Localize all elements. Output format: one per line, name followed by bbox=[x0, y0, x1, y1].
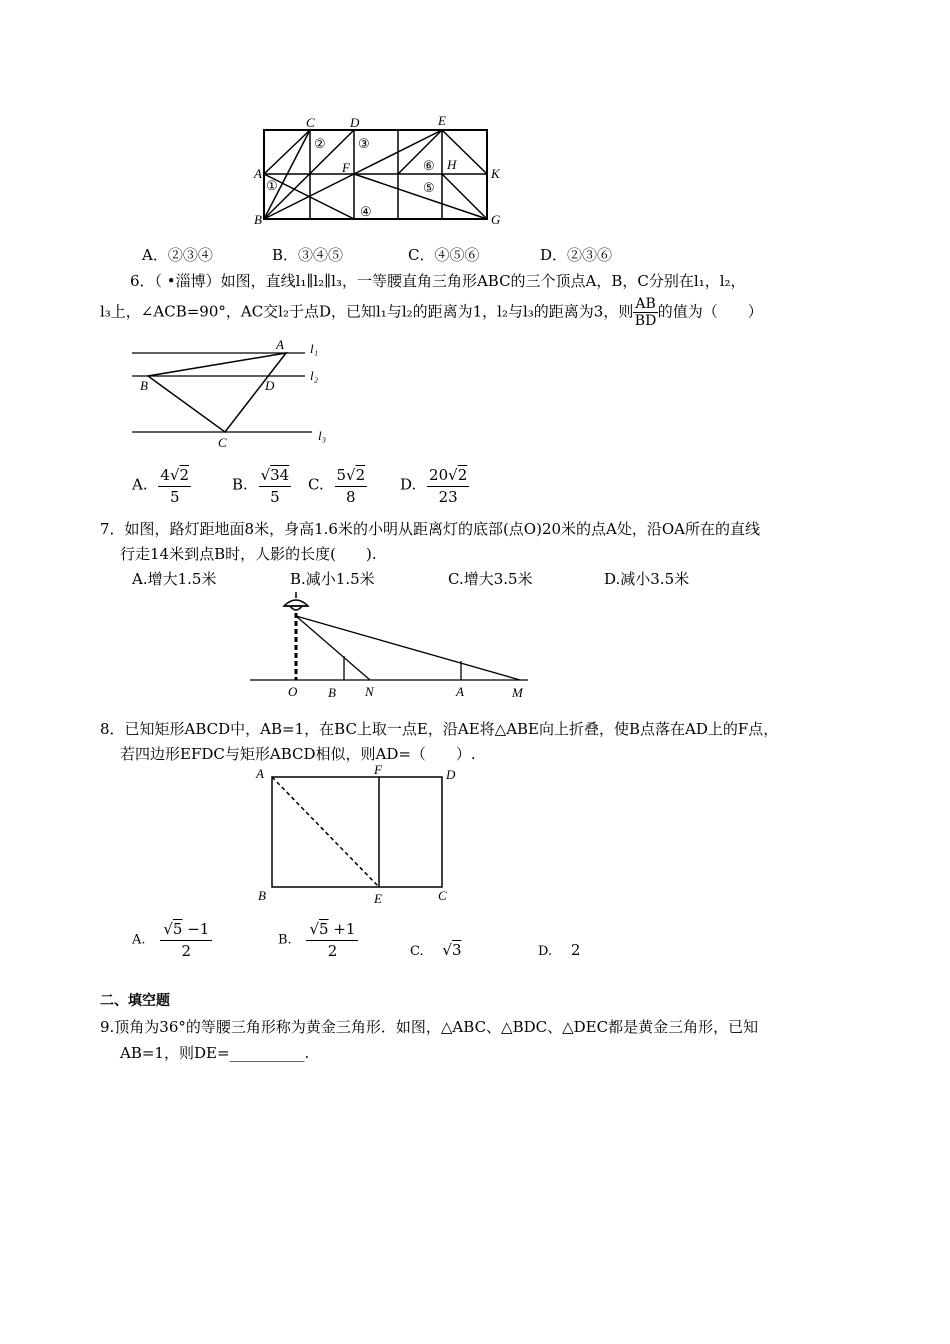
q6-text-line1: 6．（ •淄博）如图，直线l₁∥l₂∥l₃，一等腰直角三角形ABC的三个顶点A，B，C分别在l₁，l₂， bbox=[130, 272, 746, 290]
q5-label-b: B bbox=[254, 212, 262, 227]
q6-option-c-rad: 2 bbox=[355, 466, 366, 484]
q5-region-1: ① bbox=[266, 178, 278, 193]
q7-option-b[interactable]: B.减小1.5米 bbox=[290, 570, 375, 588]
q6-option-a-rad: 2 bbox=[179, 466, 190, 484]
q8-label-c: C bbox=[438, 888, 447, 903]
q8-option-d[interactable] bbox=[538, 941, 580, 959]
q8-option-c-rad: 3 bbox=[451, 941, 462, 959]
q6-fraction-den: BD bbox=[634, 313, 657, 329]
q7-label-b: B bbox=[328, 685, 336, 700]
q6-option-d-frac: $\frac{20√2}{23}$ bbox=[429, 466, 468, 506]
q8-option-c-letter: C. bbox=[410, 944, 424, 959]
q6-option-d-coef: 20 bbox=[429, 466, 449, 484]
q6-option-d-letter: D. bbox=[400, 475, 417, 494]
q6-option-a-den: 5 bbox=[169, 488, 180, 506]
q7-text-line1: 7．如图，路灯距地面8米，身高1.6米的小明从距离灯的底部(点O)20米的点A处，沿OA所在的直线 bbox=[100, 520, 760, 538]
q8-option-b-letter: B. bbox=[278, 932, 292, 948]
q8-option-d-value: 2 bbox=[570, 941, 581, 959]
q5-label-d: D bbox=[350, 115, 360, 130]
q6-option-c-coef: 5 bbox=[336, 466, 347, 484]
q7-text-line2: 行走14米到点B时，人影的长度( ). bbox=[120, 545, 377, 563]
q8-text-line2: 若四边形EFDC与矩形ABCD相似，则AD=（ ）. bbox=[120, 745, 476, 763]
q6-option-c[interactable] bbox=[308, 464, 367, 507]
q8-option-a-frac: $\frac{√5 -1}{2}$ bbox=[160, 918, 212, 961]
q6-option-d-rad: 2 bbox=[457, 466, 468, 484]
q5-region-3: ③ bbox=[358, 136, 370, 151]
q6-option-b-rad: 34 bbox=[270, 466, 290, 484]
q8-option-d-letter: D. bbox=[538, 944, 553, 959]
q7-label-o: O bbox=[288, 684, 298, 699]
q5-label-g: G bbox=[491, 212, 501, 227]
q6-option-d[interactable] bbox=[400, 464, 469, 507]
q5-grid-figure bbox=[248, 112, 510, 230]
q5-label-e: E bbox=[438, 113, 446, 128]
q7-label-a: A bbox=[456, 684, 464, 699]
q5-label-a: A bbox=[254, 166, 262, 181]
q5-label-h: H bbox=[447, 157, 457, 172]
q6-label-b: B bbox=[140, 378, 148, 393]
q8-option-a-tail: −1 bbox=[182, 920, 210, 938]
q6-parallel-lines-figure bbox=[125, 335, 340, 453]
q6-label-d: D bbox=[265, 378, 275, 393]
q8-option-b-tail: +1 bbox=[328, 920, 356, 938]
q6-option-d-den: 23 bbox=[438, 488, 458, 506]
q6-text-line2 bbox=[100, 296, 763, 329]
q6-option-b-den: 5 bbox=[270, 488, 280, 506]
q9-text-line2: AB=1，则DE=__________. bbox=[120, 1044, 310, 1062]
q7-option-d[interactable]: D.减小3.5米 bbox=[604, 570, 690, 588]
q8-option-b[interactable] bbox=[278, 918, 358, 961]
q5-option-c[interactable]: C．④⑤⑥ bbox=[408, 246, 480, 264]
streetlight-icon bbox=[284, 592, 308, 610]
q6-option-a-letter: A. bbox=[132, 475, 148, 494]
q6-label-l2: l₂ bbox=[310, 368, 319, 383]
q8-option-b-frac: $\frac{√5 +1}{2}$ bbox=[306, 918, 358, 961]
q6-option-a-frac: $\frac{4√2}{5}$ bbox=[160, 466, 190, 506]
q8-option-a[interactable] bbox=[132, 918, 212, 961]
q5-option-d[interactable]: D．②③⑥ bbox=[540, 246, 613, 264]
q8-option-a-rad: 5 bbox=[172, 920, 183, 938]
q5-label-k: K bbox=[491, 166, 500, 181]
q6-option-b-letter: B. bbox=[232, 475, 248, 494]
q7-label-n: N bbox=[365, 684, 374, 699]
q5-region-6: ⑥ bbox=[423, 158, 435, 173]
q5-option-a[interactable]: A．②③④ bbox=[142, 246, 213, 264]
q8-option-c[interactable]: C. √3 bbox=[410, 941, 462, 959]
q6-label-l3: l₃ bbox=[318, 428, 327, 443]
q7-streetlight-figure bbox=[245, 590, 535, 702]
q6-option-a[interactable] bbox=[132, 464, 191, 507]
q8-text-line1: 8．已知矩形ABCD中，AB=1，在BC上取一点E，沿AE将△ABE向上折叠，使B点落在AD上的F点， bbox=[100, 720, 779, 738]
q7-option-c[interactable]: C.增大3.5米 bbox=[448, 570, 533, 588]
q8-label-a: A bbox=[256, 766, 264, 781]
q6-fraction-num: AB bbox=[635, 296, 656, 312]
q8-rectangle-figure bbox=[252, 758, 462, 908]
q6-label-l1: l₁ bbox=[310, 341, 319, 356]
q6-option-b[interactable] bbox=[232, 464, 291, 507]
q8-label-d: D bbox=[446, 767, 456, 782]
q6-option-b-frac: $\frac{√34}{5}$ bbox=[260, 466, 290, 506]
section-title-fill-in: 二、填空题 bbox=[100, 993, 170, 1009]
q7-label-m: M bbox=[512, 685, 523, 700]
q6-fraction bbox=[633, 296, 657, 329]
q5-region-4: ④ bbox=[360, 204, 372, 219]
q6-text-line2-post: 的值为（ ） bbox=[657, 302, 763, 321]
q5-label-c: C bbox=[306, 115, 315, 130]
q8-option-b-den: 2 bbox=[327, 942, 338, 960]
q5-region-2: ② bbox=[314, 136, 326, 151]
q5-option-b[interactable]: B．③④⑤ bbox=[272, 246, 344, 264]
q5-label-f: F bbox=[342, 160, 350, 175]
q9-text-line1: 9.顶角为36°的等腰三角形称为黄金三角形．如图，△ABC、△BDC、△DEC都是黄金三角形，已知 bbox=[100, 1018, 759, 1036]
q6-text-line2-pre: l₃上，∠ACB=90°，AC交l₂于点D，已知l₁与l₂的距离为1，l₂与l₃的距离为3，则 bbox=[100, 302, 634, 321]
q6-label-c: C bbox=[218, 435, 227, 450]
q6-option-c-den: 8 bbox=[346, 488, 356, 506]
q6-option-c-letter: C. bbox=[308, 475, 324, 494]
q8-label-e: E bbox=[374, 891, 382, 906]
q8-option-b-rad: 5 bbox=[319, 920, 329, 938]
q7-option-a[interactable]: A.增大1.5米 bbox=[132, 570, 217, 588]
q6-option-c-frac: $\frac{5√2}{8}$ bbox=[336, 466, 366, 506]
q8-label-f: F bbox=[374, 762, 382, 777]
q8-option-a-den: 2 bbox=[181, 942, 192, 960]
q8-label-b: B bbox=[258, 888, 266, 903]
q6-option-a-coef: 4 bbox=[160, 466, 170, 484]
q6-label-a: A bbox=[276, 337, 284, 352]
q5-region-5: ⑤ bbox=[423, 180, 435, 195]
q8-option-a-letter: A. bbox=[132, 932, 146, 948]
